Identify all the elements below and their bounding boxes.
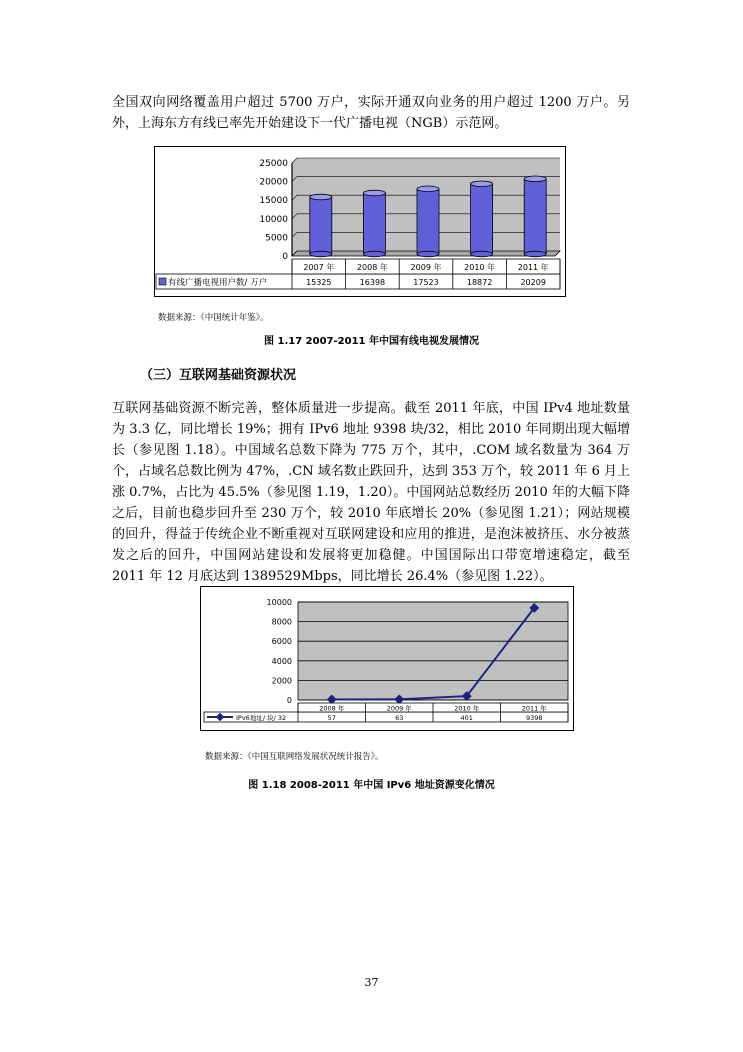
y-tick-label: 5000 xyxy=(265,233,288,244)
bar-chart-svg xyxy=(154,146,566,297)
y-tick-label: 15000 xyxy=(259,196,288,207)
bar-base xyxy=(471,251,493,257)
body-paragraph-1: 全国双向网络覆盖用户超过 5700 万户，实际开通双向业务的用户超过 1200 万户。另外，上海东方有线已率先开始建设下一代广播电视（NGB）示范网。 xyxy=(112,95,630,131)
x-tick-label: 2009 年 xyxy=(386,704,412,713)
legend-label: IPv6地址/ 块/ 32 xyxy=(236,714,287,722)
x-tick-label: 2009 年 xyxy=(410,263,442,272)
data-label: 401 xyxy=(460,714,473,722)
cable-tv-bar-chart xyxy=(154,146,566,297)
body-paragraph-2: 互联网基础资源不断完善，整体质量进一步提高。截至 2011 年底，中国 IPv4 地址数量为 3.3 亿，同比增长 19%；拥有 IPv6 地址 9398 块/32，相比 2010 年同期出现大幅增长（参见图 1.18）。中国域名总数下降为 775 万个，其中，.COM 域名数量为 364 万个，占域名总数比例为 47%，.CN 域名数止跌回升，达到 353 万个，较 2011 年 6 月上涨 0.7%，占比为 45.5%（参见图 1.19，1.20）。中国网站总数经历 2010 年的大幅下降之后，目前也稳步回升至 230 万个，较 2010 年底增长 20%（参见图 1.21）；网站规模的回升，得益于传统企业不断重视对互联网建设和应用的推进，是泡沫被挤压、水分被蒸发之后的回升，中国网站建设和发展将更加稳健。中国国际出口带宽增速稳定，截至 2011 年 12 月底达到 1389529Mbps，同比增长 26.4%（参见图 1.22）。 xyxy=(112,401,630,584)
bar-top xyxy=(417,186,439,192)
bar-top xyxy=(310,194,332,200)
y-tick-label: 10000 xyxy=(259,214,288,225)
figure-2-caption: 图 1.18 2008-2011 年中国 IPv6 地址资源变化情况 xyxy=(248,780,495,791)
bar xyxy=(524,179,546,254)
y-tick-label: 4000 xyxy=(271,656,292,666)
data-label: 63 xyxy=(395,714,404,722)
bar-base xyxy=(310,251,332,257)
data-label: 18872 xyxy=(466,278,493,287)
x-tick-label: 2007 年 xyxy=(303,263,335,272)
bar xyxy=(310,197,332,254)
ipv6-line-chart xyxy=(200,586,574,731)
x-tick-label: 2010 年 xyxy=(464,263,496,272)
bar xyxy=(471,184,493,254)
bar-top xyxy=(524,176,546,182)
bar-base xyxy=(524,251,546,257)
x-tick-label: 2011 年 xyxy=(521,704,547,713)
data-label: 15325 xyxy=(306,278,332,287)
y-tick-label: 25000 xyxy=(259,159,288,169)
figure-1-source: 数据来源：《中国统计年鉴》。 xyxy=(158,313,269,323)
x-tick-label: 2011 年 xyxy=(517,263,549,272)
legend-swatch xyxy=(159,278,166,285)
data-label: 9398 xyxy=(525,714,543,722)
section-heading: （三）互联网基础资源状况 xyxy=(140,368,297,383)
data-label: 16398 xyxy=(359,278,386,287)
y-tick-label: 0 xyxy=(286,696,292,705)
y-tick-label: 0 xyxy=(282,252,288,262)
x-tick-label: 2008 年 xyxy=(319,704,345,713)
y-tick-label: 20000 xyxy=(259,177,288,188)
legend-label: 有线广播电视用户数/ 万户 xyxy=(168,278,268,288)
y-tick-label: 8000 xyxy=(271,617,292,627)
data-label: 20209 xyxy=(520,278,546,287)
bar xyxy=(363,193,385,254)
bar-base xyxy=(417,251,439,257)
data-label: 17523 xyxy=(413,278,439,287)
bar-base xyxy=(363,251,385,257)
page-number: 37 xyxy=(364,976,379,989)
y-tick-label: 6000 xyxy=(271,637,292,647)
x-tick-label: 2010 年 xyxy=(454,704,480,713)
bar xyxy=(417,189,439,254)
figure-2-source: 数据来源：《中国互联网络发展状况统计报告》。 xyxy=(205,752,384,762)
y-tick-label: 2000 xyxy=(271,676,292,686)
data-label: 57 xyxy=(327,714,336,722)
bar-top xyxy=(471,181,493,187)
y-tick-label: 10000 xyxy=(266,598,292,607)
bar-top xyxy=(363,190,385,196)
x-tick-label: 2008 年 xyxy=(356,263,388,272)
line-chart-svg xyxy=(200,586,574,731)
figure-1-caption: 图 1.17 2007-2011 年中国有线电视发展情况 xyxy=(264,336,479,347)
